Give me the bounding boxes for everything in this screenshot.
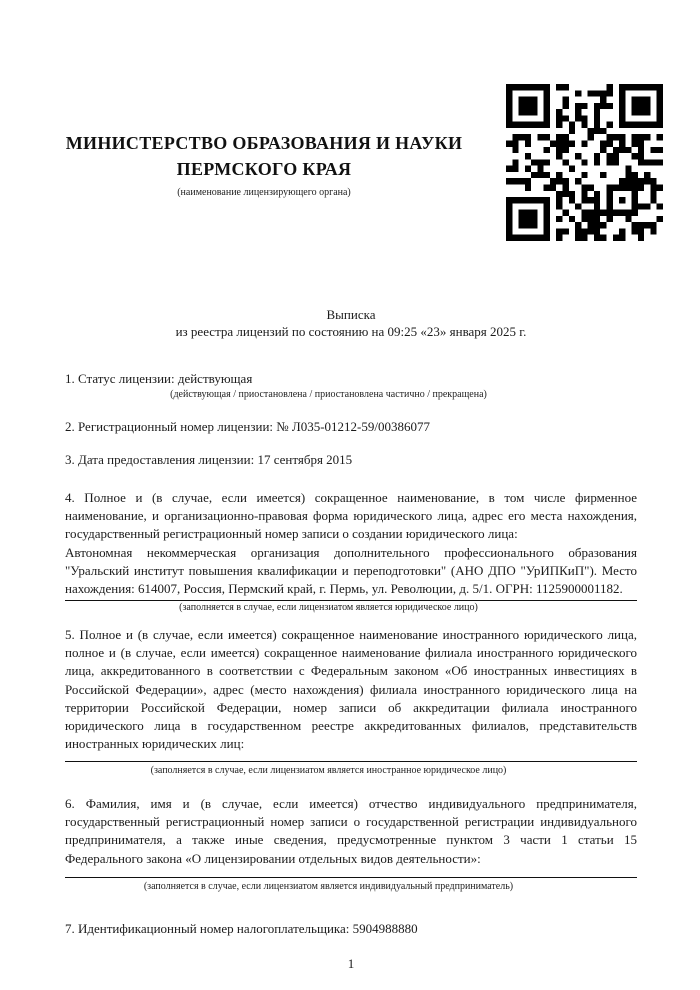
- entrepreneur-note: (заполняется в случае, если лицензиатом является индивидуальный предприниматель): [143, 880, 514, 892]
- document-title-line1: Выписка: [326, 307, 376, 322]
- grant-date-text: 3. Дата предоставления лицензии: 17 сентября 2015: [65, 451, 353, 467]
- page-number: 1: [347, 956, 355, 972]
- registration-number-text: 2. Регистрационный номер лицензии: № Л035-01212-59/00386077: [65, 419, 431, 435]
- qr-code-icon: [506, 84, 663, 241]
- section-license-status: [65, 370, 637, 401]
- letterhead: [0, 0, 700, 260]
- legal-entity-note: (заполняется в случае, если лицензиатом является юридическое лицо): [179, 601, 478, 613]
- ministry-name-line2: ПЕРМСКОГО КРАЯ: [176, 159, 352, 179]
- ministry-name-line1: МИНИСТЕРСТВО ОБРАЗОВАНИЯ И НАУКИ: [65, 133, 463, 153]
- section-grant-date: [65, 451, 637, 469]
- section-foreign-entity: [65, 626, 637, 777]
- license-status-note: (действующая / приостановлена / приостановлена частично / прекращена): [170, 389, 487, 401]
- document-title-line2: из реестра лицензий по состоянию на 09:25 «23» января 2025 г.: [175, 324, 527, 339]
- entrepreneur-blank-field: [65, 868, 637, 878]
- section-legal-entity: [65, 489, 637, 614]
- licensing-authority-name: [38, 130, 490, 199]
- license-status-text: 1. Статус лицензии: действующая: [65, 371, 253, 386]
- legal-entity-value: Автономная некоммерческая организация дополнительного профессионального образования "Уральский институт повышения квалификации и переподготовки" (АНО ДПО "УрИПКиП"). Место нахождения: 614007, Россия, Пермский край, г. Пермь, ул. Революции, д. 5/1. ОГРН: 1125900001182.: [65, 544, 637, 601]
- foreign-entity-blank-field: [65, 754, 637, 762]
- foreign-entity-note: (заполняется в случае, если лицензиатом является иностранное юридическое лицо): [150, 764, 507, 776]
- legal-entity-label: 4. Полное и (в случае, если имеется) сокращенное наименование, в том числе фирменное наименование, и организационно-правовая форма юридического лица, адрес его места нахождения, государственный регистрационный номер записи о создании юридического лица:: [65, 489, 637, 542]
- authority-caption: (наименование лицензирующего органа): [177, 187, 351, 198]
- document-title: [65, 306, 637, 340]
- foreign-entity-label: 5. Полное и (в случае, если имеется) сокращенное наименование иностранного юридического лица, полное и (в случае, если имеется) сокращенное наименование филиала иностранного юридического лица, аккредитованного в соответствии с Федеральным законом «Об иностранных инвестициях в Российской Федерации», адрес (место нахождения) филиала иностранного юридического лица на территории Российской Федерации, номер записи об аккредитации филиала иностранного юридического лица в государственном реестре аккредитованных филиалов, представительств иностранных юридических лиц:: [65, 626, 637, 752]
- inn-text: 7. Идентификационный номер налогоплательщика: 5904988880: [65, 920, 418, 936]
- section-inn: [65, 920, 637, 938]
- entrepreneur-label: 6. Фамилия, имя и (в случае, если имеется) отчество индивидуального предпринимателя, государственный регистрационный номер записи о государственной регистрации индивидуального предпринимателя, а также иные сведения, предусмотренные пунктом 3 части 1 статьи 15 Федерального закона «О лицензировании отдельных видов деятельности»:: [65, 795, 637, 866]
- section-entrepreneur: [65, 795, 637, 893]
- section-registration-number: [65, 418, 637, 436]
